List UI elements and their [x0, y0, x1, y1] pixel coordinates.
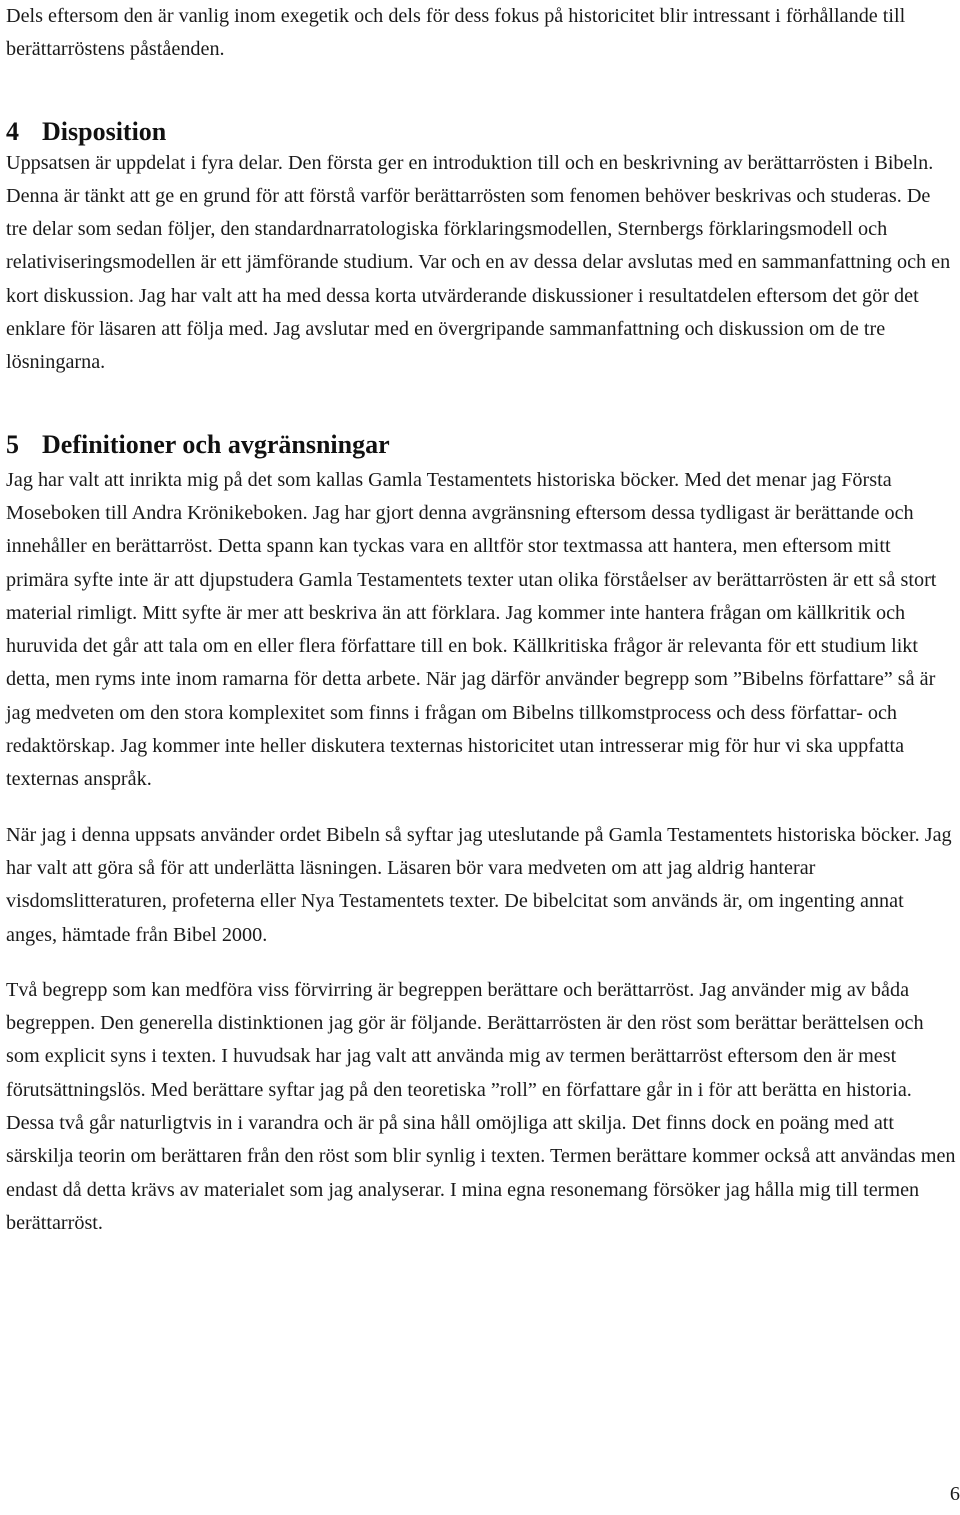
body-paragraph: Jag har valt att inrikta mig på det som kallas Gamla Testamentets historiska böcker. Med det menar jag Första Moseboken till Andra Krönikeboken. Jag har gjort denna avgränsning eftersom dessa tydligast är berättande och innehåller en berättarröst. Detta spann kan tyckas vara en alltför stor textmassa att hantera, men eftersom mitt primära syfte inte är att djupstudera Gamla Testamentets texter utan olika förståelser av berättarrösten är ett så stort material rimligt. Mitt syfte är mer att beskriva än att förklara. Jag kommer inte hantera frågan om källkritik och huruvida det går att tala om en eller flera författare till en bok. Källkritiska frågor är relevanta för ett studium likt detta, men ryms inte inom ramarna för detta arbete. När jag därför använder begrepp som ”Bibelns författare” så är jag medveten om den stora komplexitet som finns i frågan om Bibelns tillkomstprocess och dess författar- och redaktörskap. Jag kommer inte heller diskutera texternas historicitet utan intresserar mig för hur vi ska uppfatta texternas anspråk. — [6, 468, 937, 791]
body-paragraph: När jag i denna uppsats använder ordet Bibeln så syftar jag uteslutande på Gamla Testamentets historiska böcker. Jag har valt att göra så för att underlätta läsningen. Läsaren bör vara medveten om att jag aldrig hanterar visdomslitteraturen, profeterna eller Nya Testamentets texter. De bibelcitat som används är, om ingenting annat anges, hämtade från Bibel 2000. — [6, 823, 952, 946]
section-title: Disposition — [42, 116, 167, 146]
page-number: 6 — [949, 1483, 960, 1505]
section-title: Definitioner och avgränsningar — [42, 429, 390, 459]
document-page — [6, 0, 956, 1240]
body-paragraph: Uppsatsen är uppdelat i fyra delar. Den första ger en introduktion till och en beskrivning av berättarrösten i Bibeln. Denna är tänkt att ge en grund för att förstå varför berättarrösten som fenomen behöver beskrivas och studeras. De tre delar som sedan följer, den standardnarratologiska förklaringsmodellen, Sternbergs förklaringsmodell och relativiseringsmodellen är ett jämförande studium. Var och en av dessa delar avslutas med en sammanfattning och en kort diskussion. Jag har valt att ha med dessa korta utvärderande diskussioner i resultatdelen eftersom det gör det enklare för läsaren att följa med. Jag avslutar med en övergripande sammanfattning och diskussion om de tre lösningarna. — [6, 151, 951, 374]
section-number: 4 — [6, 116, 19, 146]
body-paragraph: Två begrepp som kan medföra viss förvirring är begreppen berättare och berättarröst. Jag använder mig av båda begreppen. Den generella distinktionen jag gör är följande. Berättarrösten är den röst som berättar berättelsen och som explicit syns i texten. I huvudsak har jag valt att använda mig av termen berättarröst eftersom den är mest förutsättningslös. Med berättare syftar jag på den teoretiska ”roll” en författare går in i för att berätta en historia. Dessa två går naturligtvis in i varandra och är på sina håll omöjliga att skilja. Det finns dock en poäng med att särskilja teorin om berättaren från den röst som blir synlig i texten. Termen berättare kommer också att användas men endast då detta krävs av materialet som jag analyserar. I mina egna resonemang försöker jag hålla mig till termen berättarröst. — [6, 978, 956, 1234]
section-heading-disposition — [6, 117, 956, 147]
section-number: 5 — [6, 429, 19, 459]
intro-paragraph: Dels eftersom den är vanlig inom exegetik och dels för dess fokus på historicitet blir intressant i förhållande till berättarröstens påståenden. — [6, 5, 906, 61]
section-heading-definitioner — [6, 430, 956, 460]
